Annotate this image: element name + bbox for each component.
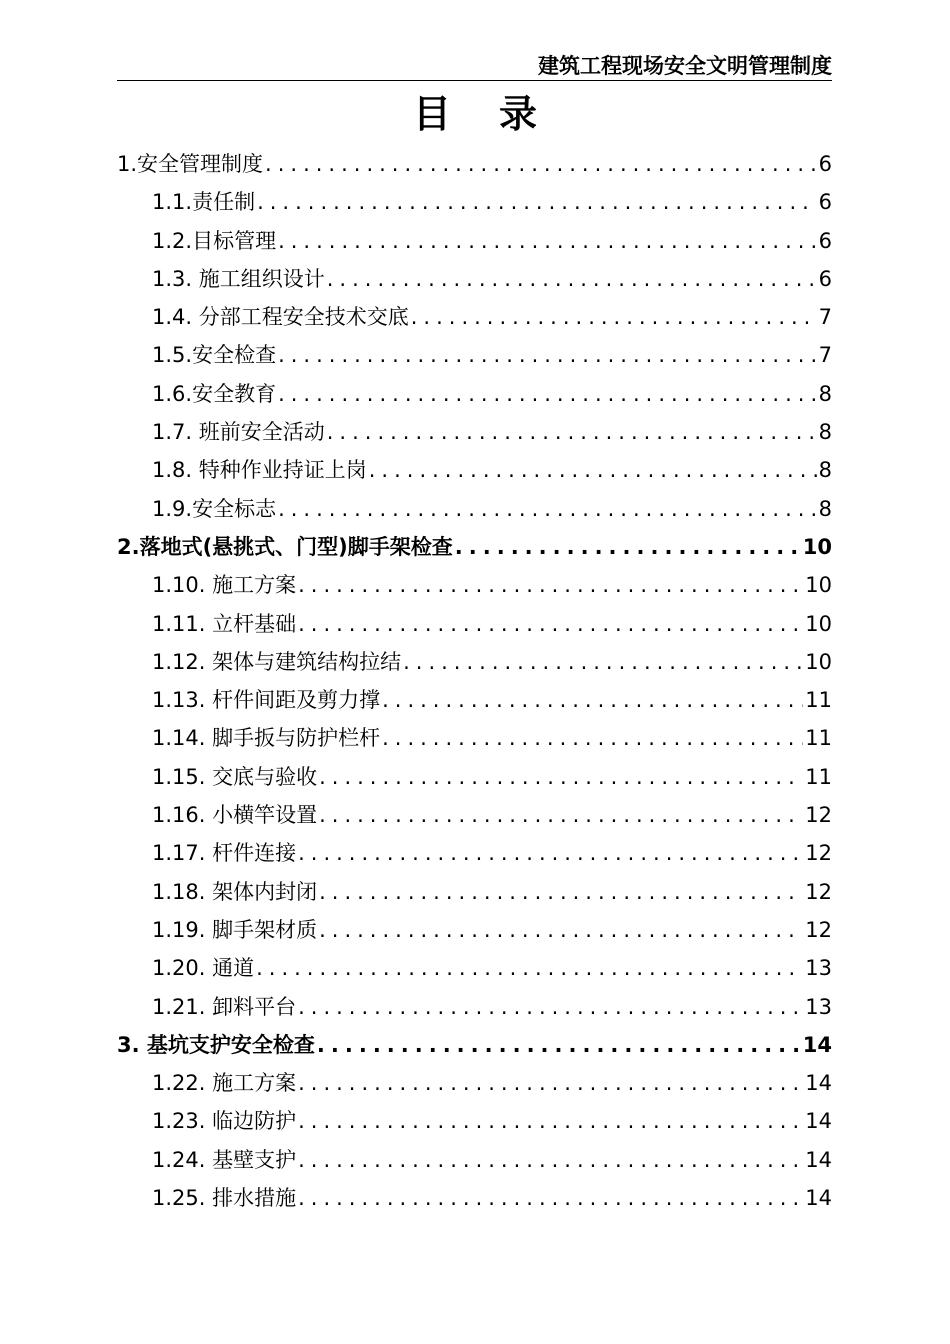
- toc-page-number: 11: [805, 688, 832, 713]
- toc-entry-title: 1.11. 立杆基础: [152, 611, 297, 636]
- toc-page-number: 10: [805, 649, 832, 674]
- page-title: 目录: [412, 92, 585, 136]
- toc-page-number: 12: [805, 803, 832, 828]
- toc-entry-title: 1.25. 排水措施: [152, 1186, 297, 1211]
- toc-dot-leader: [319, 911, 803, 949]
- toc-entry-title: 1.12. 架体与建筑结构拉结: [152, 649, 402, 674]
- toc-dot-leader: [411, 298, 817, 336]
- toc-page-number: 7: [818, 343, 832, 368]
- toc-subsection-entry[interactable]: [117, 719, 832, 757]
- toc-entry-title: 1.10. 施工方案: [152, 573, 297, 598]
- toc-entry-title: 1.2.目标管理: [152, 228, 277, 253]
- toc-dot-leader: [298, 1141, 803, 1179]
- toc-entry-title: 1.3. 施工组织设计: [152, 266, 325, 291]
- toc-page-number: 6: [818, 190, 832, 215]
- toc-dot-leader: [278, 336, 817, 374]
- toc-subsection-entry[interactable]: [117, 988, 832, 1026]
- toc-entry-title: 1.1.责任制: [152, 190, 256, 215]
- toc-page-number: 13: [805, 994, 832, 1019]
- toc-dot-leader: [278, 222, 817, 260]
- toc-subsection-entry[interactable]: [117, 1179, 832, 1217]
- toc-page-number: 10: [805, 611, 832, 636]
- toc-subsection-entry[interactable]: [117, 1141, 832, 1179]
- toc-entry-title: 1.15. 交底与验收: [152, 764, 318, 789]
- toc-dot-leader: [298, 834, 803, 872]
- toc-page-number: 14: [802, 1032, 832, 1057]
- toc-dot-leader: [319, 758, 803, 796]
- toc-page-number: 12: [805, 879, 832, 904]
- toc-subsection-entry[interactable]: [117, 490, 832, 528]
- toc-subsection-entry[interactable]: [117, 681, 832, 719]
- toc-subsection-entry[interactable]: [117, 1102, 832, 1140]
- toc-subsection-entry[interactable]: [117, 911, 832, 949]
- toc-page-number: 11: [805, 726, 832, 751]
- toc-dot-leader: [382, 719, 803, 757]
- toc-page-number: 12: [805, 917, 832, 942]
- toc-entry-title: 1.21. 卸料平台: [152, 994, 297, 1019]
- toc-page-number: 8: [818, 458, 832, 483]
- toc-dot-leader: [382, 681, 803, 719]
- toc-entry-title: 1.17. 杆件连接: [152, 841, 297, 866]
- toc-dot-leader: [298, 1102, 803, 1140]
- toc-page-number: 7: [818, 305, 832, 330]
- toc-dot-leader: [403, 643, 803, 681]
- toc-page-number: 8: [818, 381, 832, 406]
- toc-subsection-entry[interactable]: [117, 834, 832, 872]
- toc-entry-title: 1.安全管理制度: [117, 152, 264, 176]
- toc-page-number: 14: [805, 1147, 832, 1172]
- toc-section-entry[interactable]: [117, 145, 832, 183]
- toc-page-number: 10: [805, 573, 832, 598]
- toc-subsection-entry[interactable]: [117, 260, 832, 298]
- toc-entry-title: 1.23. 临边防护: [152, 1109, 297, 1134]
- toc-dot-leader: [317, 1026, 801, 1064]
- toc-page-number: 11: [805, 764, 832, 789]
- toc-subsection-entry[interactable]: [117, 566, 832, 604]
- toc-subsection-entry[interactable]: [117, 298, 832, 336]
- toc-page-number: 8: [818, 420, 832, 445]
- toc-entry-title: 1.4. 分部工程安全技术交底: [152, 305, 409, 330]
- toc-entry-title: 1.9.安全标志: [152, 496, 277, 521]
- toc-dot-leader: [265, 145, 817, 183]
- toc-page-number: 14: [805, 1186, 832, 1211]
- toc-page-number: 12: [805, 841, 832, 866]
- toc-entry-title: 2.落地式(悬挑式、门型)脚手架检查: [117, 534, 453, 559]
- toc-entry-title: 1.5.安全检查: [152, 343, 277, 368]
- toc-dot-leader: [278, 375, 817, 413]
- toc-dot-leader: [327, 413, 817, 451]
- toc-dot-leader: [369, 451, 817, 489]
- table-of-contents: [117, 145, 832, 1217]
- toc-entry-title: 3. 基坑支护安全检查: [117, 1032, 315, 1057]
- toc-entry-title: 1.22. 施工方案: [152, 1071, 297, 1096]
- toc-subsection-entry[interactable]: [117, 183, 832, 221]
- toc-entry-title: 1.8. 特种作业持证上岗: [152, 458, 367, 483]
- toc-dot-leader: [319, 796, 803, 834]
- toc-subsection-entry[interactable]: [117, 413, 832, 451]
- toc-subsection-entry[interactable]: [117, 451, 832, 489]
- toc-dot-leader: [298, 1179, 803, 1217]
- toc-page-number: 6: [818, 152, 832, 176]
- toc-entry-title: 1.16. 小横竿设置: [152, 803, 318, 828]
- toc-subsection-entry[interactable]: [117, 643, 832, 681]
- toc-subsection-entry[interactable]: [117, 1064, 832, 1102]
- toc-entry-title: 1.7. 班前安全活动: [152, 420, 325, 445]
- running-header: [117, 52, 832, 81]
- toc-subsection-entry[interactable]: [117, 796, 832, 834]
- toc-subsection-entry[interactable]: [117, 758, 832, 796]
- toc-page-number: 6: [818, 228, 832, 253]
- toc-page-number: 13: [805, 956, 832, 981]
- toc-entry-title: 1.14. 脚手扳与防护栏杆: [152, 726, 381, 751]
- toc-dot-leader: [298, 566, 803, 604]
- toc-entry-title: 1.6.安全教育: [152, 381, 277, 406]
- toc-dot-leader: [256, 949, 803, 987]
- toc-subsection-entry[interactable]: [117, 605, 832, 643]
- toc-section-entry[interactable]: [117, 1026, 832, 1064]
- toc-entry-title: 1.20. 通道: [152, 956, 255, 981]
- toc-page-number: 14: [805, 1109, 832, 1134]
- toc-subsection-entry[interactable]: [117, 336, 832, 374]
- toc-page-number: 8: [818, 496, 832, 521]
- toc-entry-title: 1.13. 杆件间距及剪力撑: [152, 688, 381, 713]
- toc-entry-title: 1.18. 架体内封闭: [152, 879, 318, 904]
- toc-entry-title: 1.19. 脚手架材质: [152, 917, 318, 942]
- toc-dot-leader: [327, 260, 817, 298]
- toc-subsection-entry[interactable]: [117, 222, 832, 260]
- toc-dot-leader: [278, 490, 817, 528]
- header-title: 建筑工程现场安全文明管理制度: [538, 54, 832, 78]
- toc-page-number: 10: [802, 534, 832, 559]
- toc-page-number: 14: [805, 1071, 832, 1096]
- toc-dot-leader: [298, 988, 803, 1026]
- toc-dot-leader: [257, 183, 817, 221]
- toc-dot-leader: [455, 528, 801, 566]
- toc-dot-leader: [319, 873, 803, 911]
- toc-entry-title: 1.24. 基壁支护: [152, 1147, 297, 1172]
- toc-page-number: 6: [818, 266, 832, 291]
- toc-dot-leader: [298, 605, 803, 643]
- toc-section-entry[interactable]: [117, 528, 832, 566]
- toc-dot-leader: [298, 1064, 803, 1102]
- toc-subsection-entry[interactable]: [117, 375, 832, 413]
- toc-subsection-entry[interactable]: [117, 873, 832, 911]
- toc-subsection-entry[interactable]: [117, 949, 832, 987]
